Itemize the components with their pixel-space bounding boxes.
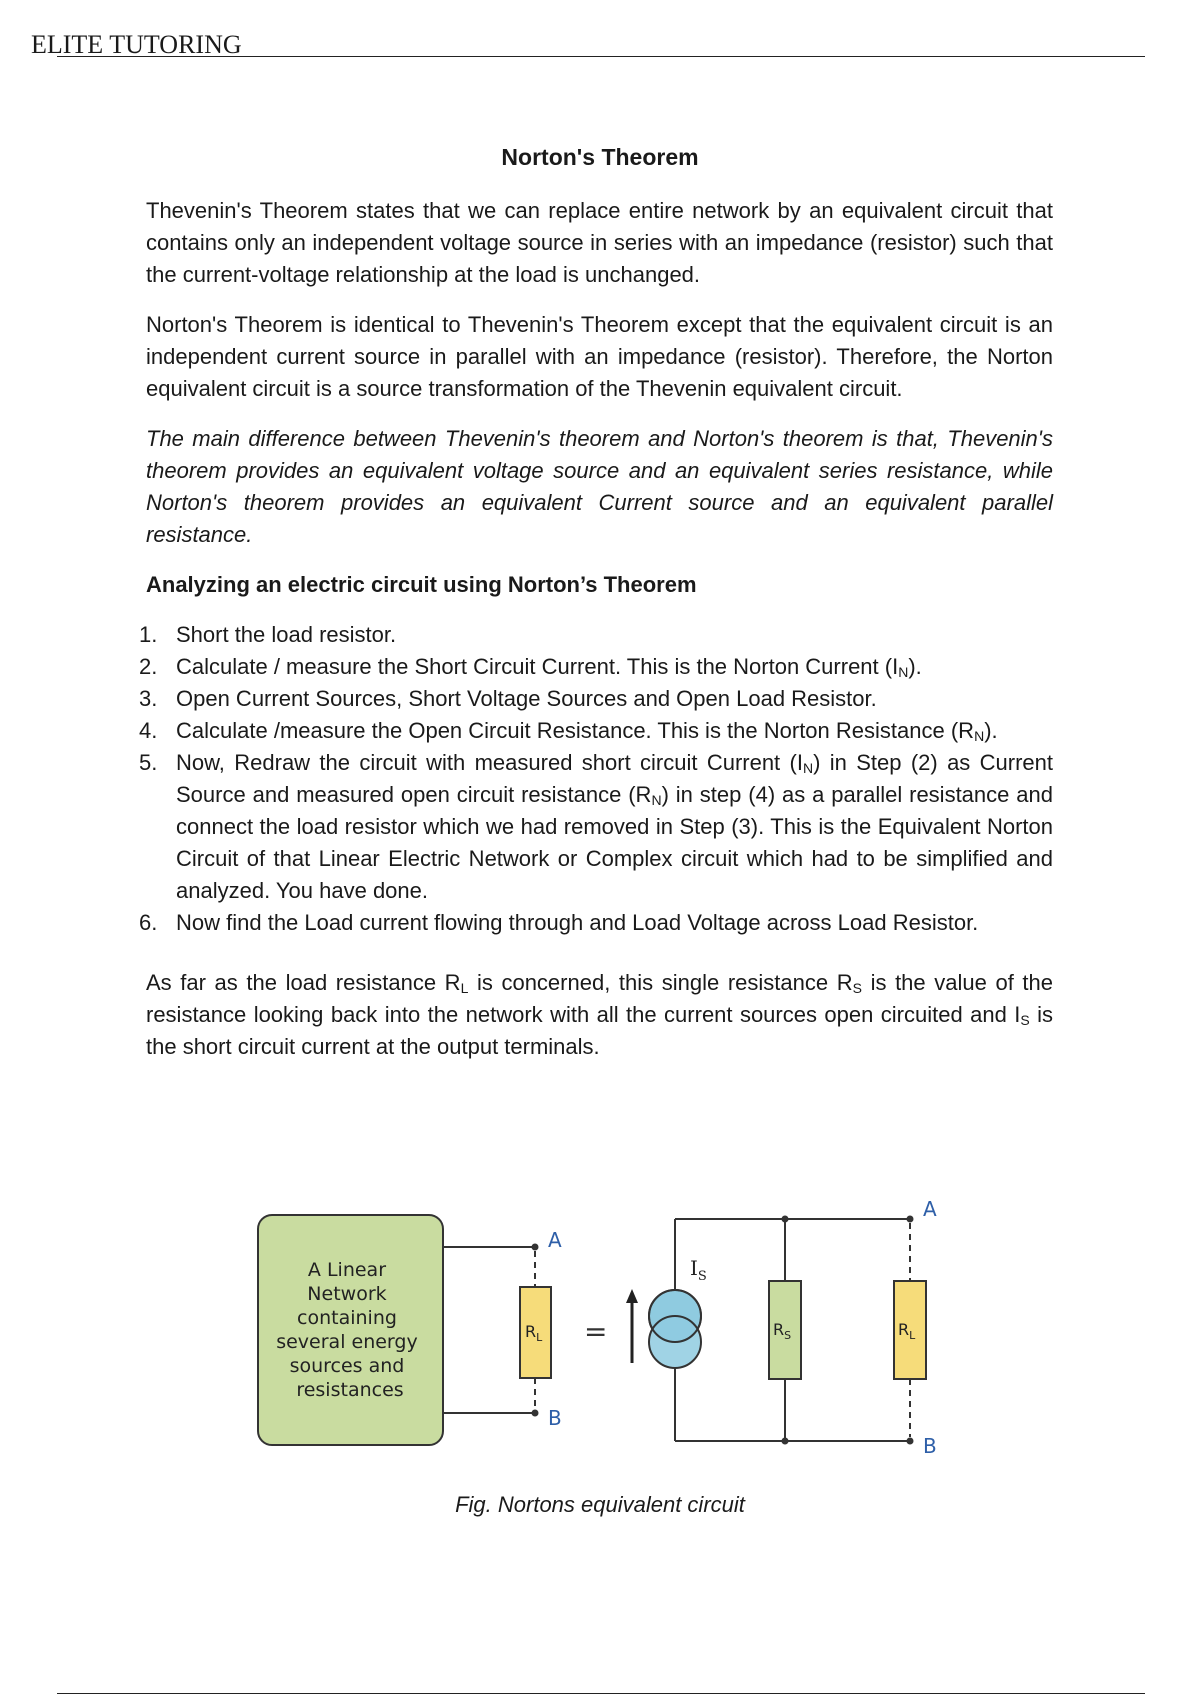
list-item: 4. Calculate /measure the Open Circuit Resistance. This is the Norton Resistance $(R_N)$. xyxy=(146,715,1053,747)
network-box-label: A Linear Network containing several energy sources and resistances xyxy=(276,1259,418,1401)
step-number: 5. xyxy=(139,750,158,775)
current-source-label: $I_S$ xyxy=(690,1256,707,1284)
page-title: Norton's Theorem xyxy=(501,144,699,170)
paragraph-thevenin-intro: Thevenin's Theorem states that we can replace entire network by an equivalent circuit that contains only an independent voltage source in series with an impedance (resistor) such that the current-voltage relationship at the load is unchanged. xyxy=(146,198,1053,287)
right-terminal-a-label: A xyxy=(923,1197,937,1221)
step-number: 4. xyxy=(139,718,158,743)
terminal-dot xyxy=(532,1244,539,1251)
left-terminal-a-label: A xyxy=(548,1228,562,1252)
left-terminal-b-label: B xyxy=(548,1406,562,1430)
list-item: 2. Calculate / measure the Short Circuit Current. This is the Norton Current $(I_N)$. xyxy=(146,651,1053,683)
paragraph-summary: As far as the load resistance $R_L$ is concerned, this single resistance $R_S$ is the value of the resistance looking back into the network with all the current sources open circuited and $I_S$ is the short circuit current at the output terminals. xyxy=(146,970,1054,1059)
linear-network-box xyxy=(258,1215,443,1445)
list-item: 6. Now find the Load current flowing through and Load Voltage across Load Resistor. xyxy=(146,907,1053,939)
step-number: 1. xyxy=(139,622,158,647)
figure-caption: Fig. Nortons equivalent circuit xyxy=(455,1492,745,1517)
header-rule xyxy=(57,56,1145,57)
steps-list xyxy=(139,619,1054,939)
step-number: 6. xyxy=(139,910,158,935)
norton-resistor-rs-label: $R_S$ xyxy=(773,1320,792,1342)
terminal-dot xyxy=(907,1216,914,1223)
list-item: 1. Short the load resistor. xyxy=(146,619,1053,651)
section-heading: Analyzing an electric circuit using Norton’s Theorem xyxy=(146,572,697,597)
terminal-dot xyxy=(532,1410,539,1417)
current-direction-arrow-icon xyxy=(626,1289,638,1303)
step-number: 2. xyxy=(139,654,158,679)
paragraph-difference: The main difference between Thevenin's theorem and Norton's theorem is that, Thevenin's theorem provides an equivalent voltage source and an equivalent series resistance, while Norton's theorem provides an equivalent Current source and an equivalent parallel resistance. xyxy=(146,426,1053,547)
terminal-dot xyxy=(907,1438,914,1445)
list-item: 3. Open Current Sources, Short Voltage Sources and Open Load Resistor. xyxy=(146,683,1053,715)
right-terminal-b-label: B xyxy=(923,1434,937,1455)
junction-dot xyxy=(782,1438,789,1445)
junction-dot xyxy=(782,1216,789,1223)
footer-rule xyxy=(57,1693,1145,1694)
left-load-resistor-label: $R_L$ xyxy=(525,1322,543,1344)
list-item: 5. Now, Redraw the circuit with measured short circuit Current $(I_N)$ in Step (2) as Current Source and measured open circuit resistance $(R_N)$ in step (4) as a parallel resistance and connect the load resistor which we had removed in Step (3). This is the Equivalent Norton Circuit of that Linear Electric Network or Complex circuit which had to be simplified and analyzed. You have done. xyxy=(146,747,1053,907)
header-title: ELITE TUTORING xyxy=(31,30,242,59)
equals-sign: = xyxy=(584,1315,608,1348)
step-number: 3. xyxy=(139,686,158,711)
document-body xyxy=(139,195,1054,1081)
norton-equivalent-circuit-figure xyxy=(250,1195,950,1455)
paragraph-norton-intro: Norton's Theorem is identical to Thevenin's Theorem except that the equivalent circuit is an independent current source in parallel with an impedance (resistor). Therefore, the Norton equivalent circuit is a source transformation of the Thevenin equivalent circuit. xyxy=(146,312,1053,401)
right-load-resistor-label: $R_L$ xyxy=(898,1320,916,1342)
